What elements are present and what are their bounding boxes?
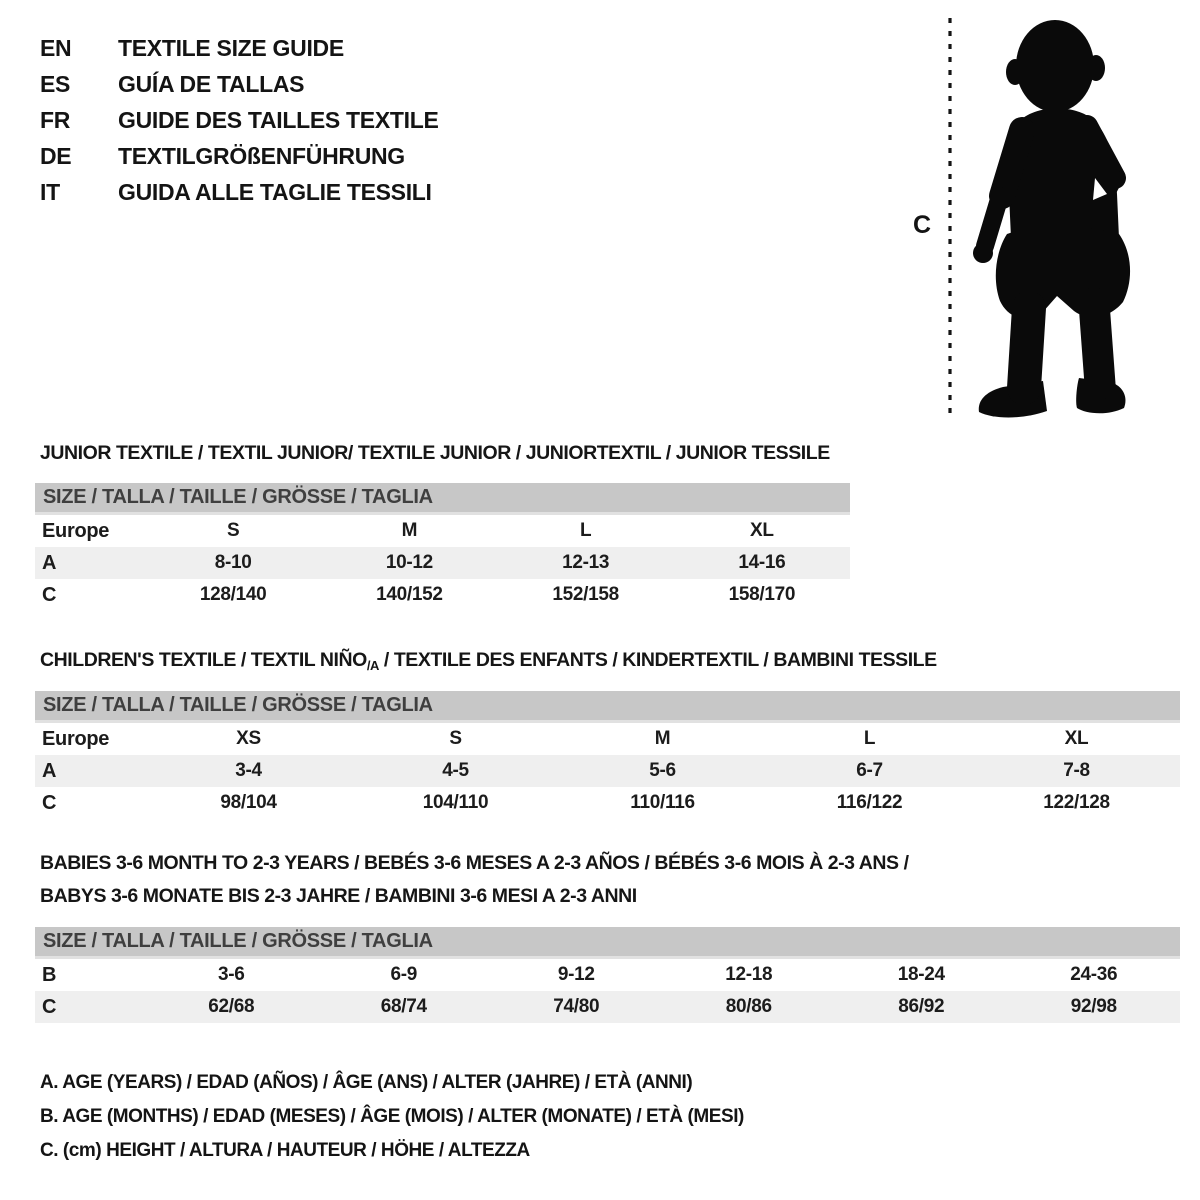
size-cell: 7-8 (1063, 760, 1090, 781)
size-cell: 10-12 (385, 552, 433, 573)
lang-code: DE (40, 143, 72, 169)
size-cell: 62/68 (208, 996, 255, 1017)
size-cell: 6-7 (856, 760, 883, 781)
row-label: A (42, 759, 57, 782)
babies-table (35, 959, 1180, 1023)
babies-size-bar: SIZE / TALLA / TAILLE / GRÖSSE / TAGLIA (35, 927, 1180, 959)
size-cell: 152/158 (552, 584, 619, 605)
size-cell: L (579, 520, 592, 541)
junior-size-bar: SIZE / TALLA / TAILLE / GRÖSSE / TAGLIA (35, 483, 850, 515)
size-cell: XL (750, 520, 774, 541)
row-label: A (42, 551, 57, 574)
size-cell: 122/128 (1043, 792, 1110, 813)
size-cell: 68/74 (380, 996, 427, 1017)
size-cell: 92/98 (1070, 996, 1117, 1017)
size-cell: M (654, 728, 671, 749)
row-label: C (42, 995, 57, 1018)
size-cell: 12-13 (562, 552, 610, 573)
height-measure-label: C (913, 211, 932, 239)
babies-title-line2: BABYS 3-6 MONATE BIS 2-3 JAHRE / BAMBINI 3-6 MESI A 2-3 ANNI (40, 885, 637, 907)
lang-row-es (40, 66, 439, 102)
size-cell: 158/170 (728, 584, 796, 605)
junior-size-table (35, 483, 850, 611)
baby-silhouette-figure (905, 8, 1165, 428)
table-row (35, 787, 1180, 819)
legend-line-c: C. (cm) HEIGHT / ALTURA / HAUTEUR / HÖHE / ALTEZZA (40, 1140, 530, 1161)
legend (40, 1066, 744, 1168)
lang-title: TEXTILGRÖßENFÜHRUNG (118, 143, 405, 169)
lang-row-fr (40, 102, 439, 138)
size-cell: L (863, 728, 876, 749)
size-cell: 3-4 (235, 760, 262, 781)
junior-table (35, 515, 850, 611)
children-size-table (35, 691, 1180, 819)
size-cell: 104/110 (422, 792, 489, 813)
babies-section-title (40, 847, 909, 913)
lang-row-it (40, 174, 439, 210)
junior-title-text: JUNIOR TEXTILE / TEXTIL JUNIOR/ TEXTILE JUNIOR / JUNIORTEXTIL / JUNIOR TESSILE (40, 442, 830, 464)
table-row (35, 959, 1180, 991)
table-row (35, 579, 850, 611)
size-cell: 18-24 (897, 964, 945, 985)
babies-size-table (35, 927, 1180, 1023)
size-cell: 86/92 (898, 996, 945, 1017)
lang-title: GUIDA ALLE TAGLIE TESSILI (118, 179, 432, 205)
table-row (35, 755, 1180, 787)
babies-title-line1: BABIES 3-6 MONTH TO 2-3 YEARS / BEBÉS 3-6 MESES A 2-3 AÑOS / BÉBÉS 3-6 MOIS À 2-3 ANS / (40, 852, 909, 874)
junior-section-title (40, 437, 830, 470)
size-cell: 14-16 (738, 552, 786, 573)
size-cell: 12-18 (725, 964, 773, 985)
lang-title: TEXTILE SIZE GUIDE (118, 35, 344, 61)
table-row (35, 723, 1180, 755)
legend-line-b: B. AGE (MONTHS) / EDAD (MESES) / ÂGE (MOIS) / ALTER (MONATE) / ETÀ (MESI) (40, 1106, 744, 1127)
legend-line-a: A. AGE (YEARS) / EDAD (AÑOS) / ÂGE (ANS) / ALTER (JAHRE) / ETÀ (ANNI) (40, 1072, 693, 1093)
row-label: C (42, 583, 57, 606)
size-cell: 128/140 (199, 584, 267, 605)
row-label: Europe (42, 519, 110, 542)
lang-title: GUÍA DE TALLAS (118, 71, 305, 97)
size-cell: 8-10 (214, 552, 252, 573)
size-cell: 4-5 (442, 760, 469, 781)
lang-row-de (40, 138, 439, 174)
children-title-text-rest: / TEXTILE DES ENFANTS / KINDERTEXTIL / BAMBINI TESSILE (378, 649, 937, 671)
size-cell: 6-9 (390, 964, 418, 985)
size-cell: 140/152 (376, 584, 443, 605)
lang-code: ES (40, 71, 71, 97)
size-cell: S (449, 728, 462, 749)
size-cell: 24-36 (1070, 964, 1118, 985)
lang-code: IT (40, 179, 60, 205)
row-label: Europe (42, 727, 110, 750)
size-cell: M (401, 520, 418, 541)
children-title-subscript: /A (366, 658, 379, 673)
size-cell: 110/116 (630, 792, 695, 813)
table-row (35, 515, 850, 547)
table-row (35, 547, 850, 579)
size-cell: 98/104 (220, 792, 277, 813)
size-cell: XL (1064, 728, 1089, 749)
lang-row-en (40, 30, 439, 66)
size-cell: XS (236, 728, 261, 749)
language-header (40, 30, 439, 210)
lang-code: FR (40, 107, 71, 133)
size-cell: 9-12 (557, 964, 595, 985)
size-cell: 80/86 (725, 996, 772, 1017)
children-title-text: CHILDREN'S TEXTILE / TEXTIL NIÑO (40, 649, 367, 671)
row-label: C (42, 791, 57, 814)
table-row (35, 991, 1180, 1023)
children-size-bar: SIZE / TALLA / TAILLE / GRÖSSE / TAGLIA (35, 691, 1180, 723)
children-table (35, 723, 1180, 819)
lang-code: EN (40, 35, 72, 61)
lang-title: GUIDE DES TAILLES TEXTILE (118, 107, 439, 133)
row-label: B (42, 963, 57, 986)
size-cell: 74/80 (553, 996, 600, 1017)
children-section-title (40, 644, 937, 682)
size-cell: 5-6 (649, 760, 676, 781)
size-cell: 3-6 (217, 964, 245, 985)
size-cell: S (226, 520, 240, 541)
size-cell: 116/122 (836, 792, 903, 813)
